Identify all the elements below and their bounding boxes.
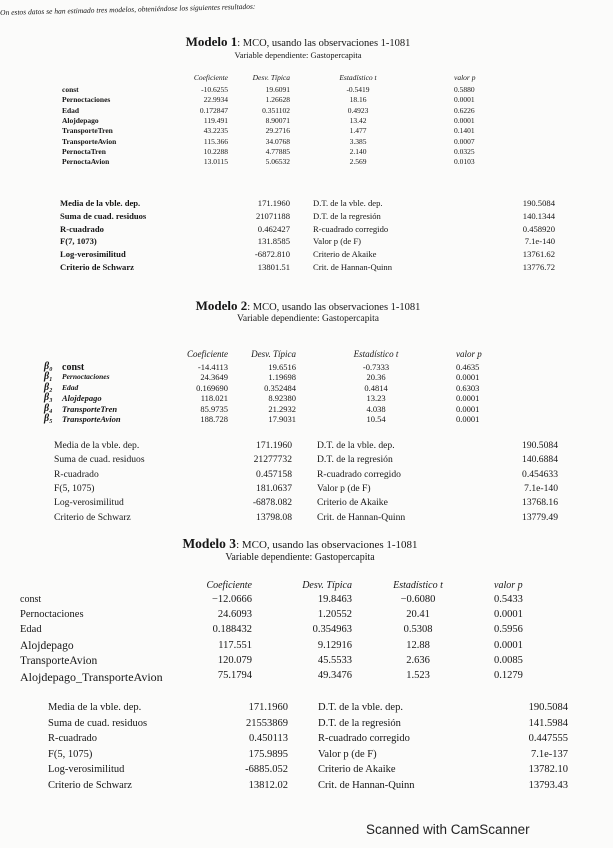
- t-value: 3.385: [349, 136, 367, 146]
- beta-label: β₃: [44, 392, 53, 404]
- stat-label: Suma de cuad. residuos: [54, 454, 145, 466]
- p-value: 0.1279: [494, 670, 523, 681]
- stat-value: 131.8585: [257, 236, 290, 247]
- variable-name: const: [62, 85, 79, 94]
- stat-value: 0.454633: [522, 468, 558, 480]
- coef-value: −12.0666: [211, 594, 252, 605]
- stat-label: Suma de cuad. residuos: [60, 210, 147, 221]
- coef-value: 24.6093: [217, 609, 252, 621]
- coef-value: 22.9934: [203, 95, 228, 105]
- stat-value: 13812.02: [248, 779, 288, 791]
- stat-value: -6885.052: [245, 764, 288, 775]
- p-value: 0.0103: [454, 157, 475, 167]
- stat-label: D.T. de la regresión: [318, 717, 401, 729]
- stat-value: 140.6884: [522, 454, 558, 466]
- stat-label: Criterio de Schwarz: [60, 262, 134, 272]
- t-value: −0.6080: [400, 594, 436, 605]
- t-value: 20.41: [406, 609, 430, 621]
- col-header-p: valor p: [494, 580, 523, 591]
- stat-label: Media de la vble. dep.: [60, 198, 141, 208]
- model-1-block: [58, 34, 538, 60]
- variable-name: Edad: [62, 105, 80, 115]
- t-value: 2.140: [349, 146, 367, 156]
- model-title: Modelo 2: MCO, usando las observaciones 1-1081: [195, 298, 421, 313]
- beta-label: β₄: [44, 402, 53, 414]
- se-value: 0.352484: [264, 382, 296, 393]
- se-value: 19.6516: [268, 362, 296, 372]
- se-value: 0.351102: [262, 105, 290, 115]
- stat-label: Criterio de Schwarz: [48, 779, 132, 791]
- col-header-se: Desv. Típica: [302, 580, 352, 591]
- t-value: 2.569: [349, 157, 367, 167]
- variable-name: Pernoctaciones: [62, 372, 110, 382]
- coef-value: 0.169690: [196, 382, 228, 393]
- variable-name: PernoctaAvion: [62, 157, 110, 167]
- stat-value: 7.1e-140: [524, 236, 555, 247]
- se-value: 34.0768: [265, 136, 290, 146]
- se-value: 19.8463: [317, 594, 352, 605]
- stat-value: 21071188: [255, 210, 290, 221]
- stat-label: R-cuadrado corregido: [317, 468, 401, 480]
- stat-label: Crit. de Hannan-Quinn: [317, 511, 406, 523]
- p-value: 0.6303: [456, 382, 480, 393]
- stat-label: Valor p (de F): [318, 748, 377, 760]
- se-value: 4.77885: [265, 146, 290, 156]
- stat-value: 21553869: [246, 717, 288, 729]
- p-value: 0.6226: [454, 105, 475, 115]
- stat-value: 7.1e-140: [524, 482, 558, 494]
- coef-value: 85.9735: [200, 403, 228, 414]
- t-value: 0.5308: [403, 624, 433, 636]
- stat-label: Log-verosimilitud: [60, 249, 126, 260]
- model-title: Modelo 1: MCO, usando las observaciones 1-1081: [185, 34, 411, 49]
- coef-value: 0.188432: [212, 624, 252, 636]
- coef-value: 120.079: [217, 654, 252, 666]
- p-value: 0.5433: [494, 594, 523, 605]
- se-value: 19.6091: [265, 85, 290, 94]
- coef-value: -14.4113: [197, 362, 228, 372]
- stat-label: R-cuadrado: [54, 468, 99, 480]
- stat-value: 0.462427: [257, 223, 290, 234]
- se-value: 8.90071: [265, 115, 290, 125]
- stat-label: Valor p (de F): [317, 482, 371, 494]
- stat-value: 21277732: [253, 454, 292, 466]
- se-value: 17.9031: [268, 414, 296, 424]
- p-value: 0.0001: [456, 372, 480, 383]
- variable-name: const: [20, 594, 42, 605]
- col-header-coef: Coeficiente: [193, 73, 228, 82]
- stat-label: Media de la vble. dep.: [48, 702, 142, 713]
- p-value: 0.0001: [494, 609, 523, 621]
- coef-value: 0.172847: [199, 105, 228, 115]
- stat-label: F(5, 1075): [54, 482, 95, 494]
- model-title: Modelo 3: MCO, usando las observaciones 1-1081: [182, 536, 418, 551]
- t-value: 1.523: [406, 670, 430, 681]
- variable-name: PernoctaTren: [62, 146, 106, 156]
- stat-label: Criterio de Akaike: [318, 764, 396, 775]
- variable-name: const: [62, 362, 85, 373]
- p-value: 0.0325: [454, 146, 475, 156]
- se-value: 49.3476: [317, 670, 352, 681]
- variable-name: TransporteAvion: [20, 654, 98, 667]
- variable-name: Alojdepago: [62, 393, 102, 404]
- beta-label: β₁: [44, 371, 53, 383]
- col-header-coef: Coeficiente: [187, 349, 228, 359]
- stat-label: Criterio de Schwarz: [54, 511, 131, 523]
- stat-value: 13782.10: [528, 764, 568, 775]
- p-value: 0.0001: [454, 95, 475, 105]
- coef-value: 188.728: [200, 414, 228, 424]
- stat-label: D.T. de la regresión: [313, 210, 381, 221]
- variable-name: TransporteAvion: [62, 136, 117, 146]
- stat-value: 0.447555: [528, 733, 568, 744]
- coef-value: 75.1794: [217, 670, 252, 681]
- stat-label: F(5, 1075): [48, 748, 93, 760]
- stat-label: R-cuadrado corregido: [318, 733, 410, 744]
- variable-name: Alojdepago_TransporteAvion: [20, 670, 163, 684]
- p-value: 0.0001: [494, 639, 523, 651]
- model-subtitle: Variable dependiente: Gastopercapita: [225, 552, 375, 563]
- t-value: 10.54: [366, 414, 386, 424]
- beta-label: β₅: [44, 413, 53, 424]
- stat-value: 190.5084: [522, 198, 555, 208]
- stat-label: Log-verosimilitud: [48, 764, 125, 775]
- coef-value: 119.491: [203, 115, 228, 125]
- t-value: 12.88: [406, 639, 430, 651]
- coef-value: 10.2288: [203, 146, 228, 156]
- stat-label: Media de la vble. dep.: [54, 440, 140, 451]
- model-subtitle: Variable dependiente: Gastopercapita: [237, 314, 379, 324]
- col-header-coef: Coeficiente: [206, 580, 252, 591]
- beta-label: β₂: [44, 381, 53, 393]
- p-value: 0.5880: [454, 85, 475, 94]
- t-value: 0.4814: [364, 382, 388, 393]
- coef-value: 13.0115: [203, 157, 228, 167]
- stat-value: 0.458920: [522, 223, 555, 234]
- variable-name: TransporteTren: [62, 126, 113, 136]
- se-value: 8.92380: [268, 393, 296, 404]
- stat-value: 171.1960: [256, 440, 292, 451]
- stat-value: 13779.49: [522, 511, 558, 523]
- stat-label: Criterio de Akaike: [313, 249, 377, 260]
- variable-name: Pernoctaciones: [20, 609, 84, 621]
- t-value: 18.16: [349, 95, 367, 105]
- model-3-block: [60, 536, 540, 563]
- p-value: 0.0001: [454, 115, 475, 125]
- variable-name: TransporteTren: [62, 403, 118, 414]
- p-value: 0.4635: [456, 362, 480, 372]
- t-value: 13.23: [366, 393, 386, 404]
- p-value: 0.0001: [456, 403, 480, 414]
- t-value: -0.5419: [346, 85, 370, 94]
- stat-label: D.T. de la vble. dep.: [313, 198, 383, 208]
- stat-value: 171.1960: [257, 198, 290, 208]
- stat-value: -6878.082: [252, 497, 292, 509]
- t-value: 13.42: [349, 115, 367, 125]
- variable-name: Pernoctaciones: [62, 95, 111, 105]
- stat-value: 190.5084: [522, 440, 558, 451]
- t-value: 4.038: [366, 403, 386, 414]
- se-value: 0.354963: [312, 624, 352, 636]
- stat-label: Crit. de Hannan-Quinn: [313, 262, 392, 272]
- stat-value: 0.457158: [256, 468, 292, 480]
- stat-label: R-cuadrado: [48, 733, 97, 744]
- p-value: 0.5956: [494, 624, 523, 636]
- coef-value: 43.2235: [203, 126, 228, 136]
- col-header-se: Desv. Típica: [252, 73, 290, 82]
- stat-label: Log-verosimilitud: [54, 497, 124, 509]
- col-header-p: valor p: [456, 349, 482, 359]
- col-header-p: valor p: [454, 73, 476, 82]
- variable-name: Edad: [62, 382, 79, 392]
- se-value: 1.26628: [265, 95, 290, 105]
- se-value: 45.5533: [317, 654, 352, 666]
- stat-value: 13776.72: [522, 262, 555, 272]
- variable-name: Alojdepago: [20, 639, 74, 652]
- se-value: 9.12916: [317, 639, 352, 651]
- stat-label: D.T. de la vble. dep.: [317, 440, 395, 451]
- coef-value: 118.021: [200, 393, 228, 404]
- model-subtitle: Variable dependiente: Gastopercapita: [234, 50, 362, 60]
- stat-value: 7.1e-137: [530, 748, 568, 760]
- coef-value: 115.366: [203, 136, 228, 146]
- se-value: 5.06532: [265, 157, 290, 167]
- intro-text: On estos datos se han estimado tres modelos, obteniéndose los siguientes resultados:: [0, 1, 256, 17]
- stat-value: 13798.08: [256, 511, 292, 523]
- p-value: 0.0001: [456, 414, 480, 424]
- se-value: 1.20552: [317, 609, 352, 621]
- stat-label: R-cuadrado: [60, 223, 104, 234]
- p-value: 0.0001: [456, 393, 480, 404]
- stat-value: 141.5984: [528, 717, 568, 729]
- variable-name: Alojdepago: [62, 115, 99, 125]
- variable-name: Edad: [20, 624, 42, 636]
- stat-label: Crit. de Hannan-Quinn: [318, 779, 415, 791]
- stat-value: 140.1344: [522, 210, 555, 221]
- stat-value: 181.0637: [256, 482, 292, 494]
- stat-value: 13801.51: [257, 262, 290, 272]
- p-value: 0.1401: [454, 126, 475, 136]
- stat-label: Valor p (de F): [313, 236, 361, 247]
- coef-value: -10.6255: [201, 85, 228, 94]
- stat-label: Suma de cuad. residuos: [48, 717, 148, 729]
- model-2-block: [68, 298, 548, 324]
- t-value: 1.477: [349, 126, 367, 136]
- t-value: -0.7333: [362, 362, 390, 372]
- stat-value: 13793.43: [528, 779, 568, 791]
- stat-label: D.T. de la vble. dep.: [318, 702, 403, 713]
- se-value: 1.19698: [268, 372, 296, 383]
- p-value: 0.0007: [454, 136, 475, 146]
- stat-value: 190.5084: [528, 702, 568, 713]
- col-header-t: Estadístico t: [339, 73, 377, 82]
- se-value: 29.2716: [265, 126, 290, 136]
- stat-value: 171.1960: [248, 702, 288, 713]
- col-header-se: Desv. Típica: [251, 349, 296, 359]
- col-header-t: Estadístico t: [393, 580, 443, 591]
- t-value: 2.636: [406, 654, 430, 666]
- variable-name: TransporteAvion: [62, 414, 121, 424]
- stat-value: 0.450113: [249, 733, 288, 744]
- se-value: 21.2932: [268, 403, 296, 414]
- stat-value: 175.9895: [248, 748, 288, 760]
- beta-label: β₀: [44, 361, 53, 372]
- coef-value: 24.3649: [200, 372, 228, 383]
- col-header-t: Estadístico t: [353, 349, 399, 359]
- stat-label: Criterio de Akaike: [317, 497, 388, 509]
- stat-value: 13761.62: [522, 249, 555, 260]
- stat-label: R-cuadrado corregido: [313, 223, 389, 234]
- p-value: 0.0085: [494, 654, 523, 666]
- stat-label: F(7, 1073): [60, 236, 97, 247]
- t-value: 0.4923: [347, 105, 369, 115]
- coef-value: 117.551: [218, 639, 252, 651]
- scanner-watermark: Scanned with CamScanner: [366, 822, 530, 837]
- t-value: 20.36: [366, 372, 386, 383]
- stat-value: -6872.810: [254, 249, 290, 260]
- stat-label: D.T. de la regresión: [317, 454, 393, 466]
- stat-value: 13768.16: [522, 497, 558, 509]
